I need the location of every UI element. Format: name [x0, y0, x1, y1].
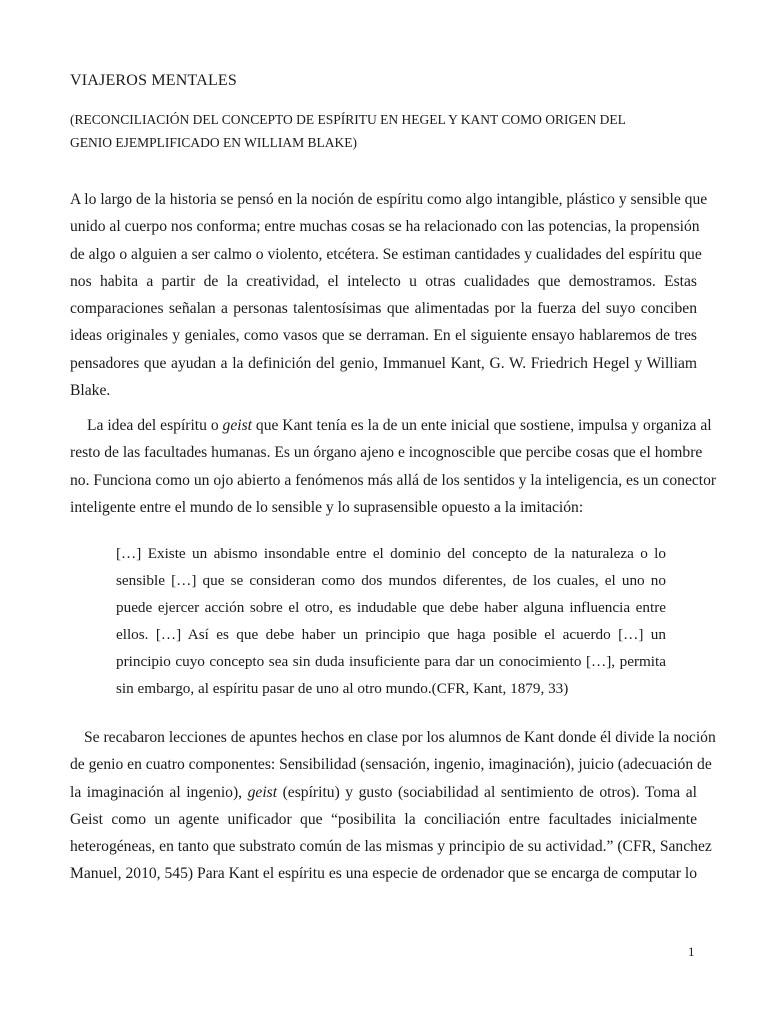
paragraph-line: resto de las facultades humanas. Es un órgano ajeno e incognoscible que percibe cosas que el hombre: [70, 444, 703, 462]
document-title: VIAJEROS MENTALES: [70, 72, 238, 89]
paragraph-line: [70, 779, 697, 806]
paragraph-line: unido al cuerpo nos conforma; entre muchas cosas se ha relacionado con las potencias, la propensión: [70, 218, 700, 236]
block-quote: [116, 540, 666, 702]
quote-line: […] Existe un abismo insondable entre el dominio del concepto de la naturaleza o lo: [116, 545, 666, 562]
paragraph-line: de genio en cuatro componentes: Sensibilidad (sensación, ingenio, imaginación), juicio (adecuación de: [70, 756, 712, 774]
paragraph-line: [70, 412, 712, 439]
paragraph-line: de algo o alguien a ser calmo o violento, etcétera. Se estiman cantidades y cualidades del espíritu que: [70, 245, 702, 263]
paragraph-line: Manuel, 2010, 545) Para Kant el espíritu es una especie de ordenador que se encarga de computar lo: [70, 865, 697, 883]
paragraph-2: [70, 412, 717, 521]
paragraph-line: pensadores que ayudan a la definición del genio, Immanuel Kant, G. W. Friedrich Hegel y William: [70, 354, 697, 372]
quote-line: principio cuyo concepto sea sin duda insuficiente para dar un conocimiento […], permita: [116, 653, 666, 670]
paragraph-line: comparaciones señalan a personas talentosísimas que alimentadas por la fuerza del suyo conciben: [70, 300, 697, 318]
page-number: 1: [688, 944, 695, 959]
text-run: que Kant tenía es la de un ente inicial que sostiene, impulsa y organiza al: [252, 417, 712, 434]
paragraph-line: heterogéneas, en tanto que substrato común de las mismas y principio de su actividad.” (CFR, Sanchez: [70, 838, 712, 856]
paragraph-line: ideas originales y geniales, como vasos que se derraman. En el siguiente ensayo hablaremos de tres: [70, 327, 697, 345]
quote-line: sensible […] que se consideran como dos mundos diferentes, de los cuales, el uno no: [116, 572, 666, 589]
paragraph-line: Geist como un agente unificador que “posibilita la conciliación entre facultades inicialmente: [70, 810, 697, 828]
document-subtitle: (RECONCILIACIÓN DEL CONCEPTO DE ESPÍRITU EN HEGEL Y KANT COMO ORIGEN DEL GENIO EJEMPLIFICADO EN WILLIAM BLAKE): [70, 112, 626, 150]
paragraph-line: Se recabaron lecciones de apuntes hechos en clase por los alumnos de Kant donde él divide la noción: [84, 729, 716, 746]
paragraph-line: nos habita a partir de la creatividad, el intelecto u otras cualidades que demostramos. Estas: [70, 272, 697, 290]
text-run: (espíritu) y gusto (sociabilidad al sentimiento de otros). Toma al: [277, 783, 697, 801]
emphasis-geist: geist: [222, 417, 252, 434]
paragraph-3: [70, 724, 716, 888]
paragraph-line: Blake.: [70, 382, 111, 400]
text-run: La idea del espíritu o: [87, 417, 223, 434]
quote-line: puede ejercer acción sobre el otro, es indudable que debe haber alguna influencia entre: [116, 599, 666, 616]
paragraph-1: [70, 186, 708, 404]
paragraph-line: A lo largo de la historia se pensó en la noción de espíritu como algo intangible, plástico y sensible que: [70, 191, 708, 208]
quote-line: ellos. […] Así es que debe haber un principio que haga posible el acuerdo […] un: [116, 626, 666, 643]
emphasis-geist: geist: [247, 783, 278, 801]
paragraph-line: no. Funciona como un ojo abierto a fenómenos más allá de los sentidos y la inteligencia, es un conector: [70, 471, 717, 489]
paragraph-line: inteligente entre el mundo de lo sensible y lo suprasensible opuesto a la imitación:: [70, 498, 584, 516]
text-run: la imaginación al ingenio),: [70, 783, 248, 801]
quote-line: sin embargo, al espíritu pasar de uno al otro mundo.(CFR, Kant, 1879, 33): [116, 680, 569, 697]
